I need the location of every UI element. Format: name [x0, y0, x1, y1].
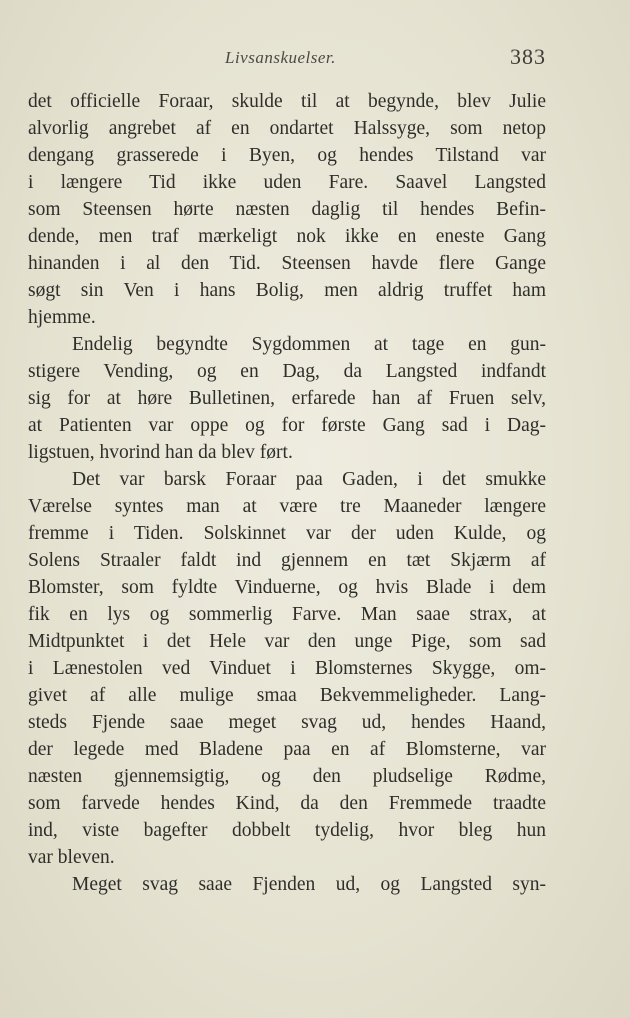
paragraph-start-line: Endelig begyndte Sygdommen at tage en gun-: [72, 334, 546, 355]
text-line: fik en lys og sommerlig Farve. Man saae strax, at: [28, 604, 546, 625]
paragraph-end-line: ligstuen, hvorind han da blev ført.: [28, 442, 293, 463]
page-header: [0, 42, 630, 72]
paragraph-end-line: var bleven.: [28, 847, 115, 868]
text-line: det officielle Foraar, skulde til at begynde, blev Julie: [28, 91, 546, 112]
text-line: Blomster, som fyldte Vinduerne, og hvis Blade i dem: [28, 577, 546, 598]
text-line: ind, viste bagefter dobbelt tydelig, hvor bleg hun: [28, 820, 546, 841]
text-line: alvorlig angrebet af en ondartet Halssyge, som netop: [28, 118, 546, 139]
text-line: dende, men traf mærkeligt nok ikke en eneste Gang: [28, 226, 546, 247]
text-line: i Lænestolen ved Vinduet i Blomsternes Skygge, om-: [28, 658, 546, 679]
text-line: steds Fjende saae meget svag ud, hendes Haand,: [28, 712, 546, 733]
text-line: søgt sin Ven i hans Bolig, men aldrig truffet ham: [28, 280, 546, 301]
text-line: Værelse syntes man at være tre Maaneder længere: [28, 496, 546, 517]
text-line: der legede med Bladene paa en af Blomsterne, var: [28, 739, 546, 760]
text-line: i længere Tid ikke uden Fare. Saavel Langsted: [28, 172, 546, 193]
paragraph-end-line: hjemme.: [28, 307, 96, 328]
text-line: Midtpunktet i det Hele var den unge Pige, som sad: [28, 631, 546, 652]
text-line: givet af alle mulige smaa Bekvemmeligheder. Lang-: [28, 685, 546, 706]
text-line: stigere Vending, og en Dag, da Langsted indfandt: [28, 361, 546, 382]
text-line: dengang grasserede i Byen, og hendes Tilstand var: [28, 145, 546, 166]
text-line: sig for at høre Bulletinen, erfarede han af Fruen selv,: [28, 388, 546, 409]
text-line: Solens Straaler faldt ind gjennem en tæt Skjærm af: [28, 550, 546, 571]
text-line: fremme i Tiden. Solskinnet var der uden Kulde, og: [28, 523, 546, 544]
paragraph-start-line: Meget svag saae Fjenden ud, og Langsted syn-: [72, 874, 546, 895]
body-text: [28, 88, 546, 898]
text-line: som farvede hendes Kind, da den Fremmede traadte: [28, 793, 546, 814]
page-number: 383: [510, 44, 546, 69]
text-line: som Steensen hørte næsten daglig til hendes Befin-: [28, 199, 546, 220]
text-line: næsten gjennemsigtig, og den pludselige Rødme,: [28, 766, 546, 787]
paragraph-start-line: Det var barsk Foraar paa Gaden, i det smukke: [72, 469, 546, 490]
text-line: at Patienten var oppe og for første Gang sad i Dag-: [28, 415, 546, 436]
running-head: Livsanskuelser.: [225, 48, 336, 67]
text-line: hinanden i al den Tid. Steensen havde flere Gange: [28, 253, 546, 274]
